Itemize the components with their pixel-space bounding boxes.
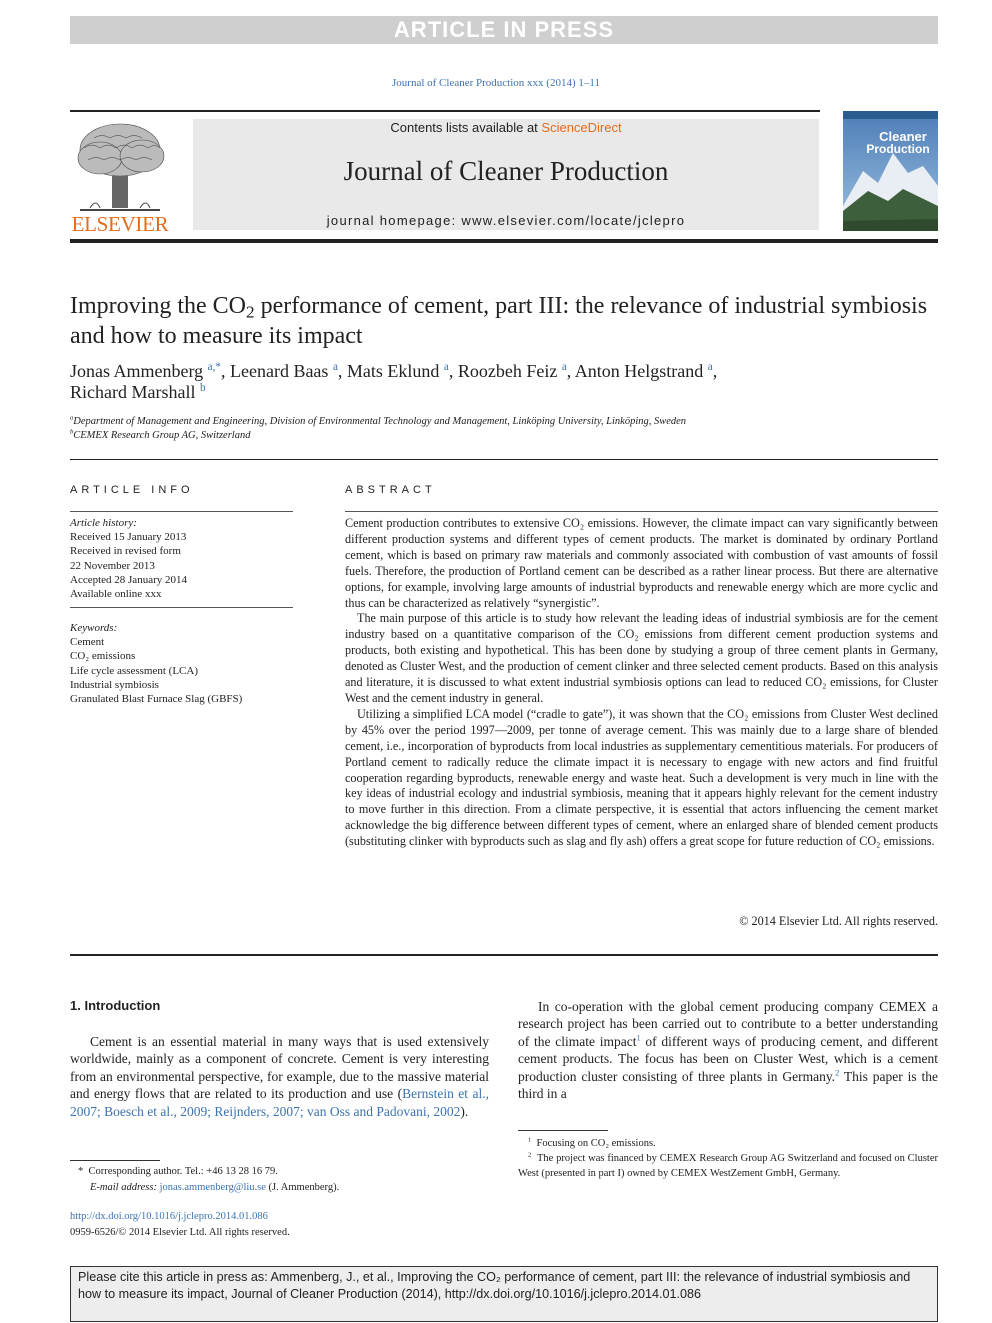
article-history-label: Article history: bbox=[70, 517, 137, 529]
doi-link[interactable]: http://dx.doi.org/10.1016/j.jclepro.2014.01.086 bbox=[70, 1211, 268, 1222]
divider bbox=[70, 511, 293, 512]
footnote-number: 2 bbox=[528, 1151, 532, 1159]
author-separator: , bbox=[566, 361, 575, 381]
article-in-press-banner: ARTICLE IN PRESS bbox=[70, 16, 938, 44]
email-note bbox=[90, 1181, 490, 1196]
footnote-2 bbox=[518, 1152, 938, 1181]
affiliation-label: a bbox=[70, 414, 74, 422]
author-name[interactable]: Jonas Ammenberg bbox=[70, 361, 204, 381]
history-item: Received 15 January 2013 bbox=[70, 531, 187, 544]
intro-paragraph-2 bbox=[518, 998, 938, 1102]
divider bbox=[70, 607, 293, 608]
divider bbox=[70, 954, 938, 956]
contents-line bbox=[193, 120, 819, 135]
author-affiliation-mark[interactable]: a bbox=[443, 361, 449, 373]
history-item: 22 November 2013 bbox=[70, 559, 155, 572]
article-history bbox=[70, 516, 293, 601]
title-subscript: 2 bbox=[245, 302, 255, 322]
sciencedirect-link[interactable]: ScienceDirect bbox=[541, 120, 622, 135]
abstract-heading: ABSTRACT bbox=[345, 484, 436, 496]
keyword-item: CO₂ emissions bbox=[70, 650, 136, 663]
issn-copyright: 0959-6526/© 2014 Elsevier Ltd. All rights reserved. bbox=[70, 1227, 290, 1238]
abstract-paragraph: Utilizing a simplified LCA model (“cradle to gate”), it was shown that the CO₂ emissions from Cluster West declined by 45% over the period 1997—2009, per tonne of average cement. This was mainly due to a large share of blended cement, i.e., incorporation of byproducts from local industries as supplementary cementitious materials. For producers of Portland cement to radically reduce the climate impact it is necessary to engage with new actors and find fruitful cooperation regarding byproducts, renewable energy and waste heat. Such a development is very much in line with the key ideas of industrial ecology and industrial symbiosis, meaning that it appears highly relevant for the cement industry to move further in this direction. From a climate perspective, it is essential that actors influencing the cement market acknowledge the big difference between different types of cement, where an enlarged share of blended cement products (substituting clinker with byproducts such as slag and fly ash) offers a great scope for future reduction of CO₂ emissions. bbox=[345, 706, 938, 849]
abstract-copyright: © 2014 Elsevier Ltd. All rights reserved. bbox=[739, 914, 938, 928]
author-name[interactable]: Richard Marshall bbox=[70, 382, 196, 402]
keyword-item: Cement bbox=[70, 636, 105, 649]
intro-paragraph-1 bbox=[70, 1033, 489, 1120]
author-affiliation-mark[interactable]: a,* bbox=[207, 361, 221, 373]
keyword-item: Industrial symbiosis bbox=[70, 678, 159, 691]
elsevier-wordmark: ELSEVIER bbox=[71, 212, 169, 236]
keywords-label: Keywords: bbox=[70, 622, 118, 634]
divider bbox=[345, 511, 938, 512]
affiliation-text: CEMEX Research Group AG, Switzerland bbox=[73, 430, 251, 441]
affiliation-a bbox=[70, 416, 938, 427]
title-text-b: performance of cement, part III: the relevance of industrial symbiosis and how to measure its impact bbox=[70, 293, 928, 349]
affiliation-text: Department of Management and Engineering, Division of Environmental Technology and Management, Linköping University, Linköping, Sweden bbox=[73, 416, 687, 427]
author-affiliation-mark[interactable]: a bbox=[707, 361, 713, 373]
author-name[interactable]: Leenard Baas bbox=[229, 361, 329, 381]
footnote-rule bbox=[70, 1160, 160, 1161]
cite-this-article-box[interactable]: Please cite this article in press as: Ammenberg, J., et al., Improving the CO₂ performance of cement, part III: the relevance of industrial symbiosis and how to measure its impact, Journal of Cleaner Production (2014), http://dx.doi.org/10.1016/j.jclepro.2014.01.086 bbox=[70, 1266, 938, 1322]
author-affiliation-mark[interactable]: b bbox=[199, 382, 206, 394]
author-separator: , bbox=[337, 361, 347, 381]
divider bbox=[70, 459, 938, 460]
abstract-paragraph: The main purpose of this article is to study how relevant the leading ideas of industrial symbiosis are for the cement industry based on a quantitative comparison of the CO₂ emissions from different cement production systems and products, both existing and hypothetical. This has been done by studying a group of three cement plants in Germany, denoted as Cluster West, and the production of cement clinker and three selected cement products. Based on this analysis and literature, it is discussed to what extent industrial symbiosis options can lead to reduced CO₂ emissions, for Cluster West and the cement industry in general. bbox=[345, 611, 938, 705]
footnote-text: Focusing on CO₂ emissions. bbox=[536, 1138, 656, 1149]
affiliation-label: b bbox=[70, 428, 74, 436]
article-title bbox=[70, 291, 938, 351]
history-item: Received in revised form bbox=[70, 545, 181, 558]
author-name[interactable]: Roozbeh Feiz bbox=[457, 361, 558, 381]
journal-homepage-link[interactable]: journal homepage: www.elsevier.com/locate/jclepro bbox=[326, 213, 686, 228]
footnote-mark: * bbox=[78, 1166, 84, 1177]
journal-title: Journal of Cleaner Production bbox=[343, 156, 669, 186]
intro-text-end: ). bbox=[460, 1103, 469, 1119]
email-link[interactable]: jonas.ammenberg@liu.se bbox=[159, 1182, 266, 1193]
corresponding-author-note bbox=[78, 1165, 489, 1180]
author-name[interactable]: Mats Eklund bbox=[346, 361, 440, 381]
cover-title-line2: Production bbox=[866, 142, 930, 156]
footnote-rule bbox=[518, 1130, 608, 1131]
footnote-number: 1 bbox=[528, 1136, 532, 1144]
journal-reference-link[interactable]: Journal of Cleaner Production xxx (2014) 1–11 bbox=[392, 77, 600, 89]
abstract-body bbox=[345, 516, 938, 850]
author-separator: , bbox=[220, 361, 230, 381]
cover-title-line1: Cleaner bbox=[879, 129, 927, 144]
section-heading-introduction: 1. Introduction bbox=[70, 998, 161, 1013]
article-info-heading: ARTICLE INFO bbox=[70, 484, 194, 496]
keyword-item: Life cycle assessment (LCA) bbox=[70, 664, 198, 677]
intro-text: This paper is the third in a bbox=[518, 1068, 938, 1102]
citation-links[interactable]: Bernstein et al., 2007; Boesch et al., 2009; Reijnders, 2007; van Oss and Padovani, 2002 bbox=[70, 1086, 489, 1119]
author-name[interactable]: Anton Helgstrand bbox=[574, 361, 704, 381]
author-separator: , bbox=[712, 361, 718, 381]
footnote-text: The project was financed by CEMEX Research Group AG Switzerland and focused on Cluster West (presented in part I) owned by CEMEX WestZement GmbH, Germany. bbox=[518, 1153, 939, 1179]
author-affiliation-mark[interactable]: a bbox=[561, 361, 567, 373]
intro-text: Cement is an essential material in many ways that is used extensively worldwide, mainly as a component of concrete. Cement is very interesting from an environmental perspective, for example, due to the massive material and energy flows that are related to its production and use ( bbox=[70, 1034, 489, 1102]
keywords bbox=[70, 621, 293, 706]
footnote-ref[interactable]: 1 bbox=[636, 1033, 641, 1043]
history-item: Accepted 28 January 2014 bbox=[70, 573, 187, 586]
footnote-1 bbox=[518, 1137, 938, 1152]
history-item: Available online xxx bbox=[70, 588, 162, 601]
header-bottom-rule bbox=[70, 239, 938, 243]
affiliation-b bbox=[70, 430, 938, 441]
email-label: E-mail address: bbox=[90, 1182, 157, 1193]
author-affiliation-mark[interactable]: a bbox=[332, 361, 338, 373]
keyword-item: Granulated Blast Furnace Slag (GBFS) bbox=[70, 693, 243, 706]
email-tail: (J. Ammenberg). bbox=[265, 1182, 340, 1193]
contents-prefix: Contents lists available at bbox=[390, 120, 542, 135]
intro-text: of different ways of producing cement, and different cement products. The focus has been on Cluster West, which is a cement production cluster consisting of three plants in Germany. bbox=[518, 1033, 939, 1084]
intro-text: In co-operation with the global cement producing company CEMEX a research project has been carried out to contribute to a better understanding of the climate impact bbox=[518, 999, 938, 1049]
corresponding-author-text: Corresponding author. Tel.: +46 13 28 16 79. bbox=[88, 1166, 278, 1177]
header-top-rule bbox=[70, 110, 820, 112]
title-text-a: Improving the CO bbox=[70, 293, 246, 319]
footnote-ref[interactable]: 2 bbox=[835, 1068, 840, 1078]
author-separator: , bbox=[448, 361, 458, 381]
abstract-paragraph: Cement production contributes to extensive CO₂ emissions. However, the climate impact can vary significantly between different production systems and different types of cement products. The market is dominated by ordinary Portland cement, which is based on primary raw materials and commonly associated with combustion of vast amounts of fossil fuels. Therefore, the production of Portland cement can be described as a rather linear process. But there are alternative options, for example, involving large amounts of industrial byproducts and renewable energy which are more cyclic and thus can be characterized as relatively “synergistic”. bbox=[345, 516, 938, 610]
author-list bbox=[70, 361, 938, 403]
journal-cover-image[interactable] bbox=[843, 111, 938, 231]
